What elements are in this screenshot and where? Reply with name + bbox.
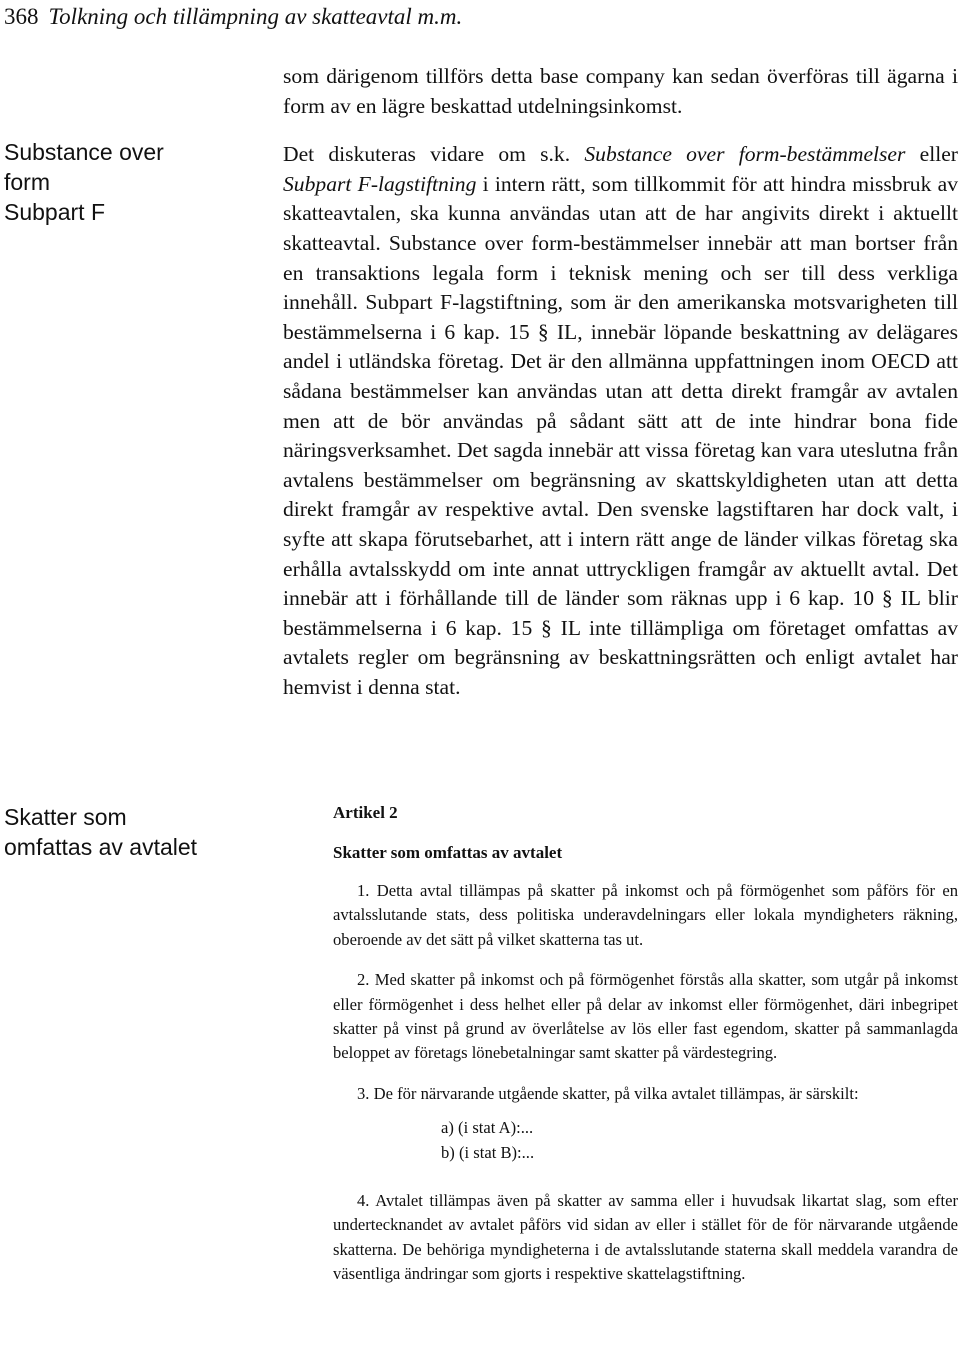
running-title: Tolkning och tillämpning av skatteavtal m.m. (48, 4, 463, 29)
paragraph: som därigenom tillförs detta base company kan sedan överföras till ägarna i form av en lägre beskattad utdelningsinkomst. (283, 64, 958, 118)
margin-note-line: omfattas av avtalet (4, 834, 198, 860)
article-heading: Artikel 2 (333, 803, 398, 822)
article-paragraph: 4. Avtalet tillämpas även på skatter av samma eller i huvudsak likartat slag, som efter undertecknandet av avtalet påförs vid sidan av eller i stället för de för närvarande utgående skatterna. De behöriga myndigheterna i de avtalsslutande staterna skall meddela varandra de väsentliga ändringar som gjorts i respektive skattelagstiftning. (333, 1191, 958, 1284)
margin-note-skatter (4, 802, 197, 862)
page-header (4, 2, 462, 32)
margin-note-line: Substance over (4, 139, 164, 165)
list-item: a) (i stat A):... (441, 1118, 534, 1138)
article-subheading: Skatter som omfattas av avtalet (333, 843, 563, 862)
paragraph: Det diskuteras vidare om s.k. Substance over form-bestämmelser eller Subpart F-lagstiftning i intern rätt, som tillkommit för att hindra missbruk av skatteavtalen, ska kunna användas utan att de har angivits direkt i aktuellt skatteavtal. Substance over form-bestämmelser innebär att man bortser från en transaktions legala form i teknisk mening och ser till dess verkliga innehåll. Subpart F-lagstiftning, som är den amerikanska motsvarigheten till bestämmelserna i 6 kap. 15 § IL, innebär löpande beskattning av delägares andel i utländska företag. Det är den allmänna uppfattningen inom OECD att sådana bestämmelser kan användas utan att detta direkt framgår av avtalen men att de bör användas på sådant sätt att de inte hindrar bona fide näringsverksamhet. Det sagda innebär att vissa företag kan vara uteslutna från avtalens bestämmelser om begränsning av skattskyldigheten utan att detta direkt framgår av respektive avtal. Den svenske lagstiftaren har dock valt, i syfte att skapa förutsebarhet, att i intern rätt ange de länder vilkas företag ska erhålla avtalsskydd om inte annat uttryckligen framgår av aktuellt avtal. Det innebär att i förhållande till de länder som räknas upp i 6 kap. 10 § IL blir bestämmelserna i 6 kap. 15 § IL inte tillämpliga om företaget omfattas av avtalets regler om begränsning av beskattningsrätten och enligt avtalet har hemvist i denna stat. (283, 142, 958, 699)
margin-note-line: Skatter som (4, 804, 127, 830)
article-body (333, 879, 958, 1287)
margin-note-line: form (4, 169, 50, 195)
margin-note-substance (4, 137, 164, 227)
list-item: b) (i stat B):... (441, 1142, 535, 1162)
margin-note-line: Subpart F (4, 199, 105, 225)
main-text (283, 62, 958, 702)
article-paragraph: 3. De för närvarande utgående skatter, på vilka avtalet tillämpas, är särskilt: (357, 1083, 859, 1103)
article-paragraph: 1. Detta avtal tillämpas på skatter på inkomst och på förmögenhet som påförs för en avtalsslutande stats, dess politiska underavdelningars eller lokala myndigheters räkning, oberoende av det sätt på vilket skatterna tas ut. (333, 881, 958, 949)
page-number: 368 (4, 4, 39, 29)
article-paragraph: 2. Med skatter på inkomst och på förmögenhet förstås alla skatter, som utgår på inkomst eller förmögenhet i dess helhet eller på delar av inkomst eller förmögenhet, däri inbegripet skatter på vinst på grund av överlåtelse av lös eller fast egendom, skatter på sammanlagda beloppet av företags lönebetalningar samt skatter på värdestegring. (333, 970, 958, 1063)
